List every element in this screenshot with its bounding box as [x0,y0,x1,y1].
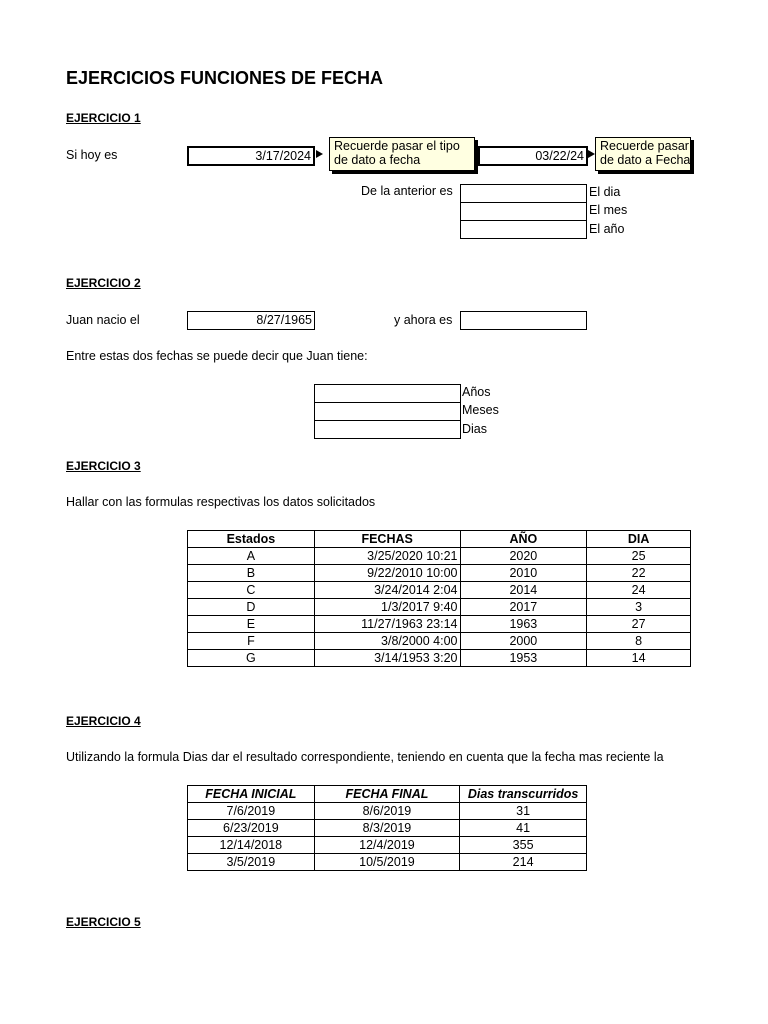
cell[interactable]: 1963 [460,616,587,633]
comment-arrow-icon [588,150,595,158]
ex2-birth-cell[interactable] [187,311,315,330]
col-estados: Estados [188,531,315,548]
table-row [188,820,587,837]
ex2-label: Juan nacio el [66,313,140,327]
col-fecha-final: FECHA FINAL [314,786,460,803]
ex2-dias-cell[interactable] [314,420,461,439]
cell[interactable]: 8 [587,633,691,650]
table-header-row [188,531,691,548]
col-fechas: FECHAS [314,531,460,548]
cell[interactable]: 214 [460,854,587,871]
ex4-heading: EJERCICIO 4 [66,714,141,728]
ex1-mes-cell[interactable] [460,202,587,221]
col-fecha-inicial: FECHA INICIAL [188,786,315,803]
cell[interactable]: 12/4/2019 [314,837,460,854]
ex1-date2-cell[interactable] [478,146,588,166]
ex1-label: Si hoy es [66,148,118,162]
table-row [188,633,691,650]
ex3-heading: EJERCICIO 3 [66,459,141,473]
ex2-sentence: Entre estas dos fechas se puede decir que Juan tiene: [66,349,368,363]
cell[interactable]: 3 [587,599,691,616]
ex1-heading: EJERCICIO 1 [66,111,141,125]
table-row [188,599,691,616]
ex1-note1 [329,137,475,171]
cell[interactable]: 1/3/2017 9:40 [314,599,460,616]
table-row [188,650,691,667]
cell[interactable]: 10/5/2019 [314,854,460,871]
col-ano: AÑO [460,531,587,548]
ex1-part-dia: El dia [589,185,621,199]
table-row [188,854,587,871]
cell[interactable]: 3/24/2014 2:04 [314,582,460,599]
note1-line1: Recuerde pasar el tipo [334,139,460,153]
ex1-part-ano: El año [589,222,625,236]
ex3-table [187,530,691,667]
ex3-instruction: Hallar con las formulas respectivas los datos solicitados [66,495,376,509]
cell[interactable]: C [188,582,315,599]
cell[interactable]: 14 [587,650,691,667]
cell[interactable]: 9/22/2010 10:00 [314,565,460,582]
cell[interactable]: E [188,616,315,633]
cell[interactable]: A [188,548,315,565]
cell[interactable]: D [188,599,315,616]
cell[interactable]: 3/25/2020 10:21 [314,548,460,565]
cell[interactable]: 355 [460,837,587,854]
cell[interactable]: 2010 [460,565,587,582]
cell[interactable]: 12/14/2018 [188,837,315,854]
cell[interactable]: 2017 [460,599,587,616]
cell[interactable]: 2000 [460,633,587,650]
cell[interactable]: 2020 [460,548,587,565]
ex1-part-mes: El mes [589,203,628,217]
cell[interactable]: 25 [587,548,691,565]
cell[interactable]: 24 [587,582,691,599]
note2-line1: Recuerde pasar [600,139,689,153]
cell[interactable]: 8/6/2019 [314,803,460,820]
table-row [188,616,691,633]
cell[interactable]: G [188,650,315,667]
note1-line2: de dato a fecha [334,153,421,167]
cell[interactable]: 22 [587,565,691,582]
ex1-date1-cell[interactable] [187,146,315,166]
ex2-heading: EJERCICIO 2 [66,276,141,290]
col-dia: DIA [587,531,691,548]
cell[interactable]: 1953 [460,650,587,667]
ex2-birth-value: 8/27/1965 [256,313,312,327]
ex1-ano-cell[interactable] [460,220,587,239]
cell[interactable]: 3/14/1953 3:20 [314,650,460,667]
note2-line2: de dato a Fecha [600,153,691,167]
table-row [188,803,587,820]
ex5-heading: EJERCICIO 5 [66,915,141,929]
comment-arrow-icon [316,150,323,158]
ex1-anterior-label: De la anterior es [361,184,453,198]
cell[interactable]: 6/23/2019 [188,820,315,837]
cell[interactable]: 8/3/2019 [314,820,460,837]
page-title: EJERCICIOS FUNCIONES DE FECHA [66,68,384,88]
table-row [188,582,691,599]
table-row [188,548,691,565]
ex1-dia-cell[interactable] [460,184,587,203]
ex2-unit-anos: Años [462,385,491,399]
ex2-anos-cell[interactable] [314,384,461,403]
ex2-now-label: y ahora es [394,313,453,327]
ex1-date2-value: 03/22/24 [535,149,584,163]
table-row [188,837,587,854]
ex2-unit-meses: Meses [462,403,499,417]
ex2-unit-dias: Dias [462,422,488,436]
ex2-now-cell[interactable] [460,311,587,330]
cell[interactable]: 3/5/2019 [188,854,315,871]
cell[interactable]: 2014 [460,582,587,599]
cell[interactable]: 41 [460,820,587,837]
ex4-table [187,785,587,871]
cell[interactable]: 3/8/2000 4:00 [314,633,460,650]
cell[interactable]: 27 [587,616,691,633]
ex1-note2 [595,137,691,171]
ex4-instruction: Utilizando la formula Dias dar el resultado correspondiente, teniendo en cuenta que la fecha mas reciente la [66,750,664,764]
table-row [188,565,691,582]
cell[interactable]: 31 [460,803,587,820]
col-dias-transcurridos: Dias transcurridos [460,786,587,803]
ex1-date1-value: 3/17/2024 [255,149,311,163]
table-header-row [188,786,587,803]
cell[interactable]: 7/6/2019 [188,803,315,820]
ex2-meses-cell[interactable] [314,402,461,421]
cell[interactable]: B [188,565,315,582]
cell[interactable]: F [188,633,315,650]
cell[interactable]: 11/27/1963 23:14 [314,616,460,633]
